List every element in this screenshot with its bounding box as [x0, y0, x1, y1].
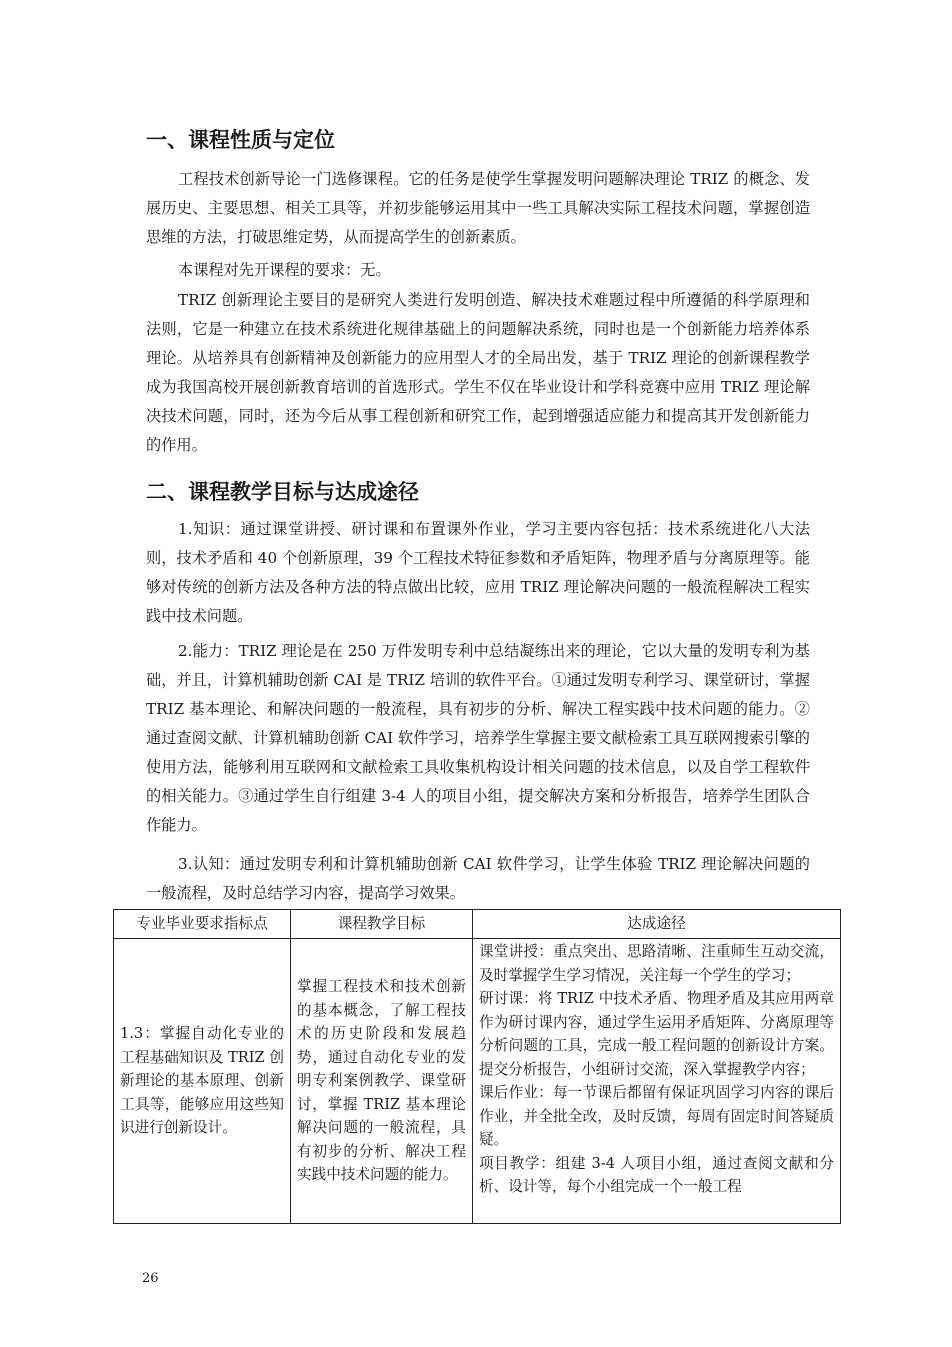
section-2-paragraph-ability: 2.能力：TRIZ 理论是在 250 万件发明专利中总结凝练出来的理论，它以大量的发明专利为基础，并且，计算机辅助创新 CAI 是 TRIZ 培训的软件平台。①通过发明专利学习、课堂研讨，掌握 TRIZ 基本理论、和解决问题的一般流程，具有初步的分析、解决工程实践中技术问题的能力。②通过查阅文献、计算机辅助创新 CAI 软件学习，培养学生掌握主要文献检索工具互联网搜索引擎的使用方法，能够利用互联网和文献检索工具收集机构设计相关问题的技术信息，以及自学工程软件的相关能力。③通过学生自行组建 3-4 人的项目小组，提交解决方案和分析报告，培养学生团队合作能力。: [146, 642, 810, 834]
cell-objective: 掌握工程技术和技术创新的基本概念，了解工程技术的历史阶段和发展趋势，通过自动化专业的发明专利案例教学、课堂研讨，掌握 TRIZ 基本理论解决问题的一般流程，具有初步的分析、解决工程实践中技术问题的能力。: [291, 939, 473, 1224]
approach-lecture: 课堂讲授：重点突出、思路清晰、注重师生互动交流，及时掌握学生学习情况，关注每一个学生的学习；: [479, 943, 834, 984]
course-objective-table: [113, 909, 841, 1224]
section-1-heading: 一、课程性质与定位: [146, 128, 335, 152]
table-row: [114, 939, 841, 1224]
section-2-heading: 二、课程教学目标与达成途径: [146, 480, 419, 504]
cell-indicator: 1.3：掌握自动化专业的工程基础知识及 TRIZ 创新理论的基本原理、创新工具等，能够应用这些知识进行创新设计。: [114, 939, 291, 1224]
approach-seminar: 研讨课：将 TRIZ 中技术矛盾、物理矛盾及其应用两章作为研讨课内容，通过学生运用矛盾矩阵、分离原理等分析问题的工具，完成一般工程问题的创新设计方案。提交分析报告，小组研讨交流，深入掌握教学内容；: [479, 990, 834, 1078]
section-1-paragraph-3: TRIZ 创新理论主要目的是研究人类进行发明创造、解决技术难题过程中所遵循的科学原理和法则，它是一种建立在技术系统进化规律基础上的问题解决系统，同时也是一个创新能力培养体系理论。从培养具有创新精神及创新能力的应用型人才的全局出发，基于 TRIZ 理论的创新课程教学成为我国高校开展创新教育培训的首选形式。学生不仅在毕业设计和学科竞赛中应用 TRIZ 理论解决技术问题，同时，还为今后从事工程创新和研究工作，起到增强适应能力和提高其开发创新能力的作用。: [146, 291, 810, 454]
header-approach: 达成途径: [473, 910, 841, 939]
approach-project: 项目教学：组建 3-4 人项目小组，通过查阅文献和分析、设计等，每个小组完成一个一般工程: [479, 1154, 834, 1195]
page-number: 26: [142, 1271, 159, 1286]
header-indicator: 专业毕业要求指标点: [114, 910, 291, 939]
approach-homework: 课后作业：每一节课后都留有保证巩固学习内容的课后作业，并全批全改，及时反馈，每周有固定时间答疑质疑。: [479, 1084, 834, 1148]
section-1-paragraph-2: 本课程对先开课程的要求：无。: [178, 261, 391, 279]
section-1-paragraph-1: 工程技术创新导论一门选修课程。它的任务是使学生掌握发明问题解决理论 TRIZ 的概念、发展历史、主要思想、相关工具等，并初步能够运用其中一些工具解决实际工程技术问题，掌握创造思维的方法，打破思维定势，从而提高学生的创新素质。: [146, 170, 810, 246]
header-objective: 课程教学目标: [291, 910, 473, 939]
table-header-row: [114, 910, 841, 939]
section-2-paragraph-cognition: 3.认知：通过发明专利和计算机辅助创新 CAI 软件学习，让学生体验 TRIZ 理论解决问题的一般流程，及时总结学习内容，提高学习效果。: [146, 855, 810, 902]
section-2-paragraph-knowledge: 1.知识：通过课堂讲授、研讨课和布置课外作业，学习主要内容包括：技术系统进化八大法则，技术矛盾和 40 个创新原理，39 个工程技术特征参数和矛盾矩阵，物理矛盾与分离原理等。能够对传统的创新方法及各种方法的特点做出比较，应用 TRIZ 理论解决问题的一般流程解决工程实践中技术问题。: [146, 520, 810, 625]
cell-approaches: [473, 939, 841, 1224]
